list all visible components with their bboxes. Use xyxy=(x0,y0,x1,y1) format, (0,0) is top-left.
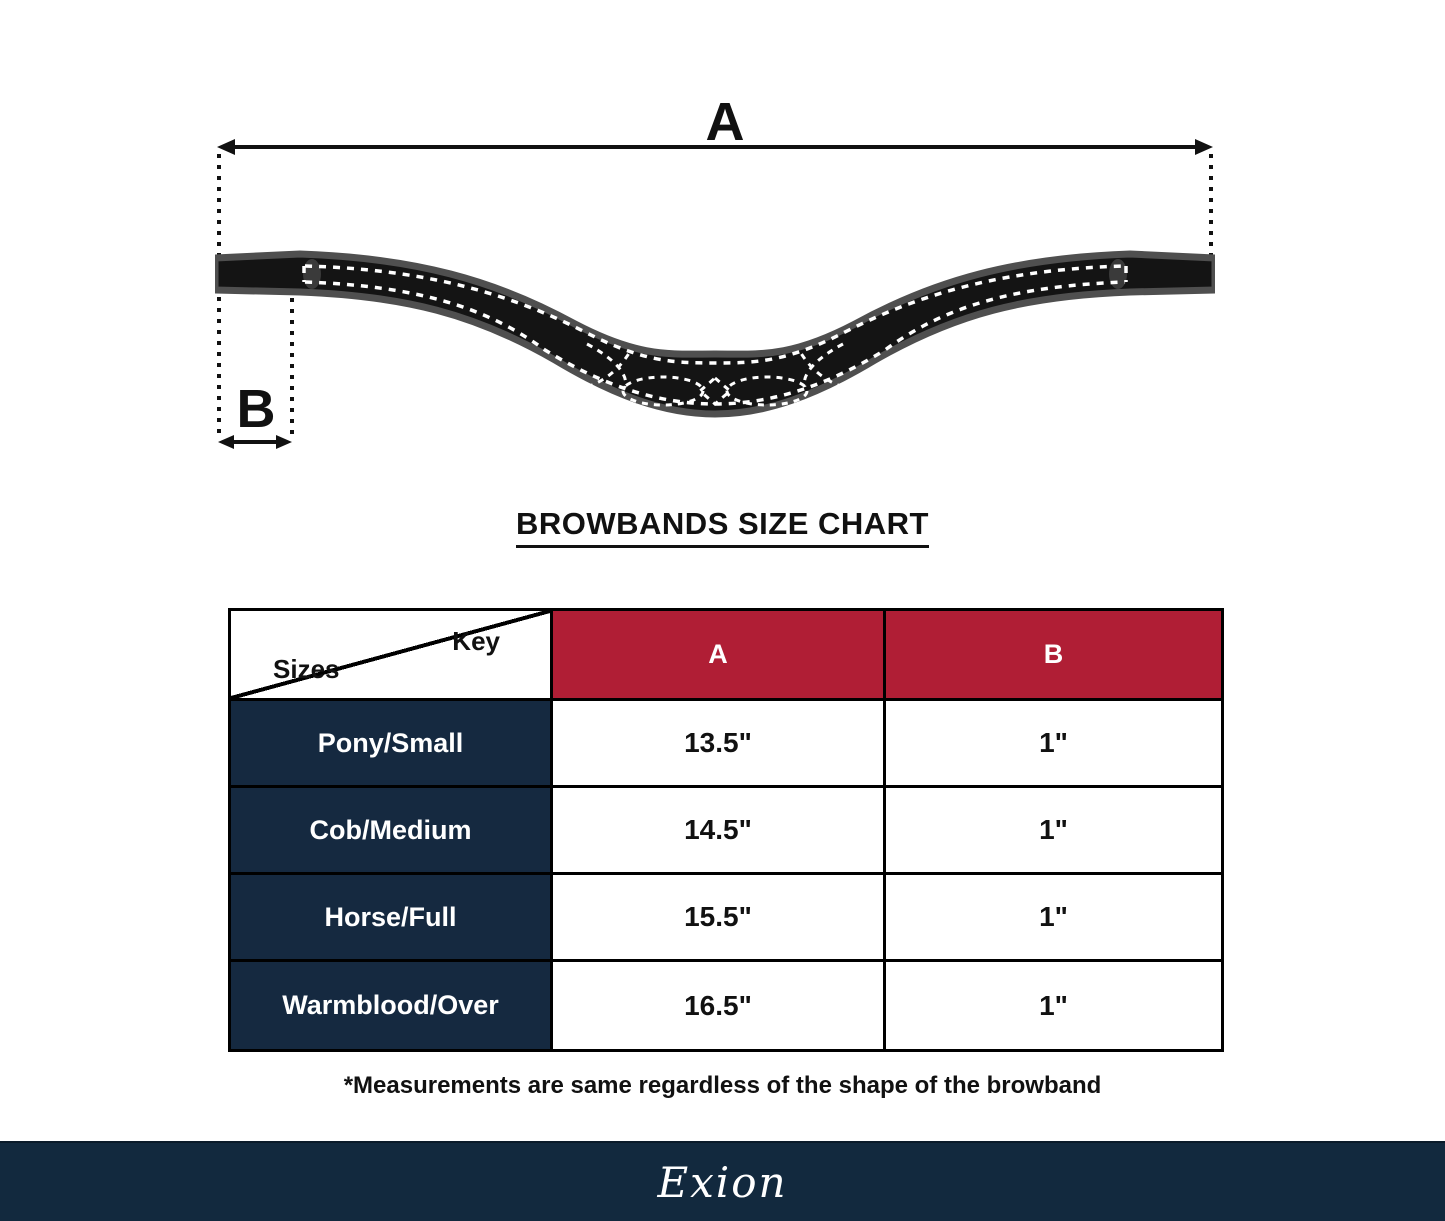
browband-strap xyxy=(215,254,1215,414)
row-horse-full-b: 1" xyxy=(886,875,1221,962)
row-horse-full-a: 15.5" xyxy=(553,875,886,962)
row-pony-small-b: 1" xyxy=(886,701,1221,788)
strap-body xyxy=(215,254,1215,414)
page-title xyxy=(0,506,1445,548)
corner-key-label: Key xyxy=(452,626,500,656)
row-pony-small-a: 13.5" xyxy=(553,701,886,788)
row-pony-small-label: Pony/Small xyxy=(231,701,553,788)
row-warmblood-over-b: 1" xyxy=(886,962,1221,1049)
row-cob-medium-label: Cob/Medium xyxy=(231,788,553,875)
row-warmblood-over-a: 16.5" xyxy=(553,962,886,1049)
column-header-b: B xyxy=(886,611,1221,701)
right-keeper-shadow xyxy=(1109,259,1127,289)
row-cob-medium-b: 1" xyxy=(886,788,1221,875)
row-cob-medium-a: 14.5" xyxy=(553,788,886,875)
size-table xyxy=(228,608,1224,1052)
browband-diagram-svg xyxy=(215,90,1215,460)
dimension-b-label: B xyxy=(236,379,276,439)
corner-sizes-label: Sizes xyxy=(273,654,340,684)
table-corner-cell xyxy=(231,611,553,701)
page-title-text: BROWBANDS SIZE CHART xyxy=(516,506,929,548)
dimension-a-label: A xyxy=(705,92,745,152)
row-warmblood-over-label: Warmblood/Over xyxy=(231,962,553,1049)
column-header-a: A xyxy=(553,611,886,701)
measurements-footnote: *Measurements are same regardless of the shape of the browband xyxy=(343,1072,1102,1099)
row-horse-full-label: Horse/Full xyxy=(231,875,553,962)
left-keeper-shadow xyxy=(303,259,321,289)
browband-measurement-diagram xyxy=(215,90,1215,460)
brand-logo-text: Exion xyxy=(657,1157,788,1207)
footer-bar xyxy=(0,1141,1445,1221)
